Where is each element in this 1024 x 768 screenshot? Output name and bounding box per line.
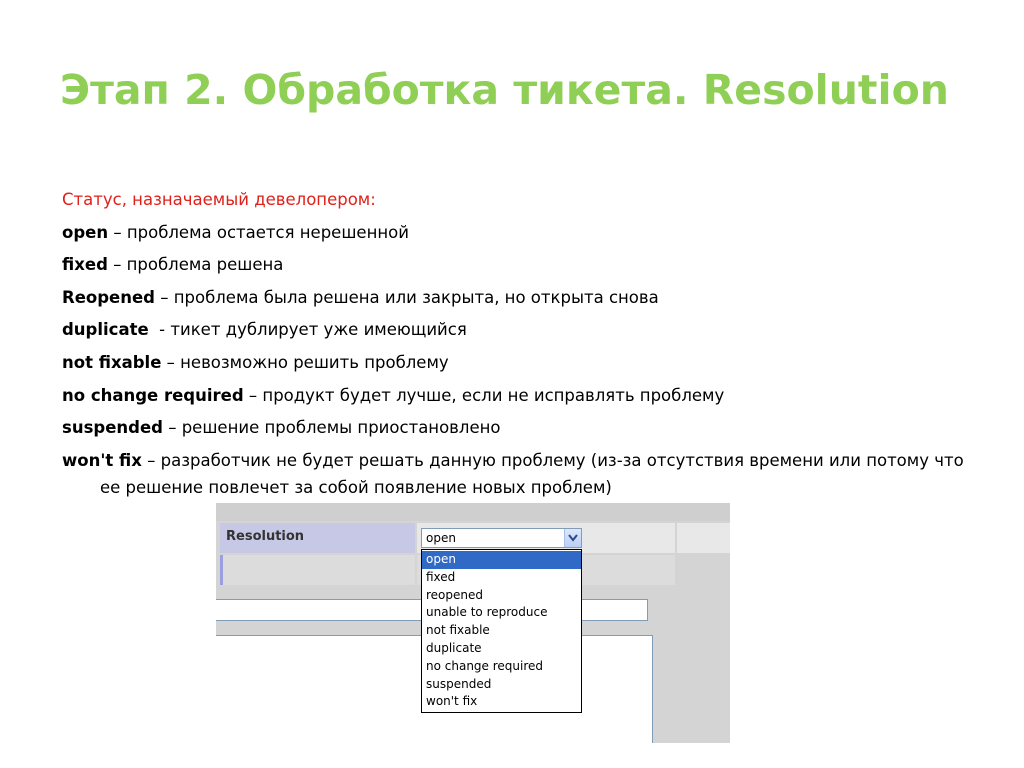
dropdown-option-wont-fix[interactable]: won't fix bbox=[426, 694, 478, 709]
resolution-dropdown-list[interactable] bbox=[421, 549, 582, 713]
status-description: – разработчик не будет решать данную проблему (из-за отсутствия времени или потому что ее решение повлечет за собой появление новых проблем) bbox=[100, 450, 964, 497]
status-item-fixed bbox=[62, 249, 962, 282]
status-item-duplicate bbox=[62, 314, 962, 347]
status-term: no change required bbox=[62, 385, 244, 405]
resolution-select[interactable] bbox=[421, 528, 582, 548]
slide-title: Этап 2. Обработка тикета. Resolution bbox=[60, 66, 949, 114]
status-item-no-change-required bbox=[62, 380, 962, 413]
status-term: fixed bbox=[62, 255, 108, 275]
resolution-label-cell bbox=[220, 523, 415, 553]
status-term: suspended bbox=[62, 418, 163, 438]
dropdown-option-open[interactable]: open bbox=[422, 551, 581, 569]
status-description: – решение проблемы приостановлено bbox=[162, 418, 501, 438]
form-row-label-cell bbox=[220, 555, 415, 585]
status-item-open bbox=[62, 217, 962, 250]
status-item-reopened bbox=[62, 282, 962, 315]
resolution-extra-cell bbox=[677, 523, 730, 553]
status-list bbox=[62, 184, 962, 501]
resolution-label: Resolution bbox=[226, 529, 305, 544]
resolution-select-value: open bbox=[426, 531, 456, 545]
resolution-form-screenshot bbox=[216, 503, 730, 743]
status-description: - тикет дублирует уже имеющийся bbox=[148, 320, 467, 340]
status-description: – проблема остается нерешенной bbox=[108, 222, 409, 242]
status-term: duplicate bbox=[62, 320, 149, 340]
status-description: – проблема решена bbox=[107, 255, 284, 275]
dropdown-option-reopened[interactable]: reopened bbox=[426, 587, 483, 602]
chevron-down-icon bbox=[568, 534, 578, 542]
form-top-band bbox=[216, 503, 730, 521]
status-description: – продукт будет лучше, если не исправлять проблему bbox=[243, 385, 725, 405]
dropdown-option-suspended[interactable]: suspended bbox=[426, 676, 492, 691]
dropdown-option-fixed[interactable]: fixed bbox=[426, 569, 456, 584]
status-term: open bbox=[62, 222, 109, 242]
dropdown-option-duplicate[interactable]: duplicate bbox=[426, 640, 482, 655]
status-item-suspended bbox=[62, 412, 962, 445]
status-term: won't fix bbox=[62, 450, 142, 470]
form-right-column bbox=[677, 555, 730, 743]
dropdown-arrow-button[interactable] bbox=[564, 529, 581, 547]
dropdown-option-no-change-required[interactable]: no change required bbox=[426, 658, 544, 673]
status-term: not fixable bbox=[62, 352, 162, 372]
status-item-not-fixable bbox=[62, 347, 962, 380]
dropdown-option-not-fixable[interactable]: not fixable bbox=[426, 623, 490, 638]
dropdown-option-unable-to-reproduce[interactable]: unable to reproduce bbox=[426, 605, 548, 620]
status-term: Reopened bbox=[62, 287, 155, 307]
list-subtitle: Статус, назначаемый девелопером: bbox=[62, 190, 376, 209]
status-description: – проблема была решена или закрыта, но открыта снова bbox=[154, 287, 659, 307]
status-description: – невозможно решить проблему bbox=[161, 352, 449, 372]
status-item-wont-fix bbox=[62, 447, 980, 501]
